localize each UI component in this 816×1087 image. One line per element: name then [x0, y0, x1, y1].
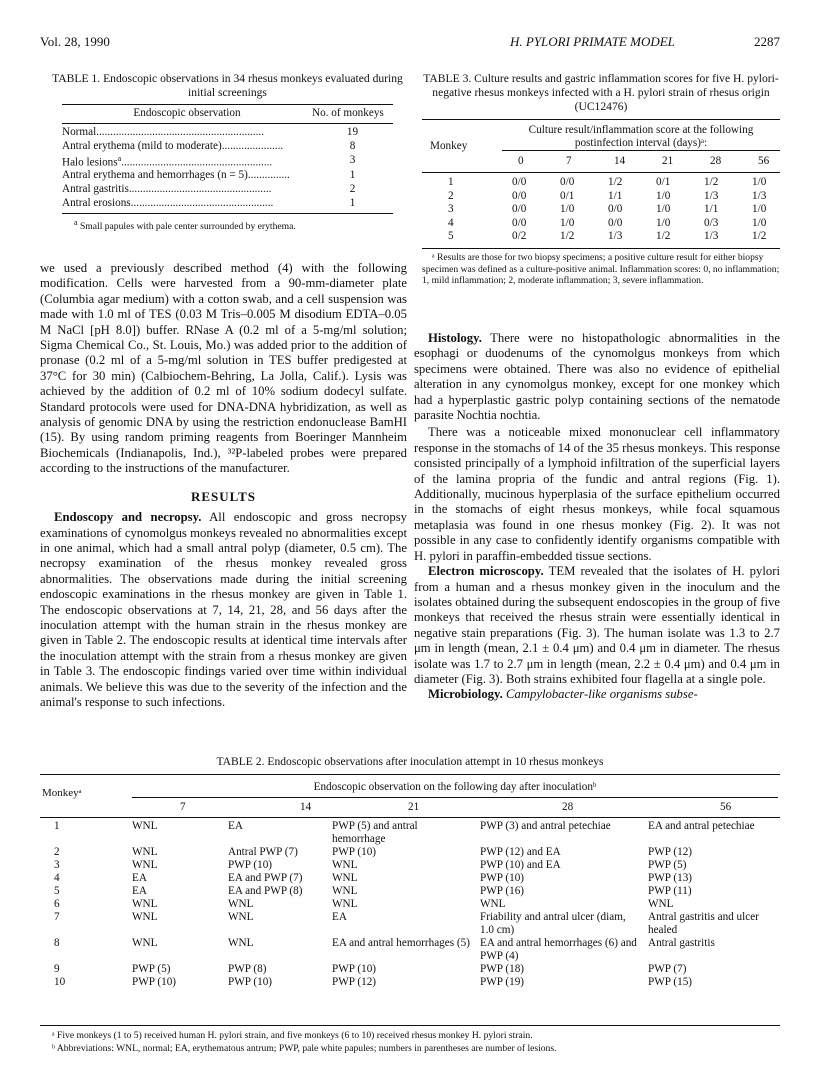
- table2-monkey-header: Monkeyᵃ: [42, 787, 82, 799]
- volume-label: Vol. 28, 1990: [40, 34, 110, 49]
- table1-row-value: 3: [349, 154, 356, 166]
- table3-cell: 0/3: [704, 216, 719, 229]
- table2-monkey-cell: 10: [54, 976, 66, 988]
- table2-cell: PWP (18): [480, 963, 525, 975]
- table2-day-header: 14: [300, 801, 312, 813]
- table2-cell: PWP (10): [132, 976, 177, 988]
- table2-cell: EA and antral hemorrhages (6) and PWP (4): [480, 937, 637, 962]
- table3-cell: 1/0: [656, 216, 671, 229]
- table2-cell: EA: [132, 885, 147, 897]
- table3-cell: 1/0: [560, 203, 575, 215]
- running-header: [40, 34, 780, 50]
- table1-row-label: Antral erosions...................................................: [62, 196, 274, 209]
- table3-cell: 0/0: [512, 216, 527, 229]
- table3-cell: 1/0: [656, 203, 671, 215]
- table1-row: [62, 140, 393, 154]
- table2-cell: EA and PWP (7): [228, 872, 303, 884]
- table3-cell: 0/1: [656, 176, 671, 188]
- table1-row-label: Antral gastritis...................................................: [62, 182, 272, 195]
- table1-row-label: Normal............................................................: [62, 126, 264, 138]
- table1-row-value: 8: [349, 140, 356, 152]
- table3-day-header: 0: [518, 155, 524, 167]
- table2-monkey-cell: 1: [54, 820, 60, 832]
- table3-footnote: ᵃ Results are those for two biopsy specimens; a positive culture result for either biopsy specimen was defined as a culture-positive animal. Inflammation scores: 0, no inflammation; 1, mild inflammation; 2, moderate inflammation; 3, severe inflammation.: [422, 252, 780, 286]
- table3-cell: 1/2: [560, 230, 575, 242]
- table1-footnote: $^a$ Small papules with pale center surrounded by erythema.: [74, 217, 296, 232]
- table2-cell: Antral gastritis and ulcer healed: [648, 911, 759, 936]
- table2-cell: PWP (15): [648, 976, 693, 988]
- table3-cell: 1/0: [560, 216, 575, 229]
- table2-caption: TABLE 2. Endoscopic observations after inoculation attempt in 10 rhesus monkeys: [216, 755, 604, 768]
- table1-caption: TABLE 1. Endoscopic observations in 34 rhesus monkeys evaluated during initial screenings: [52, 72, 403, 99]
- table1-row: [62, 126, 393, 140]
- table1-row: [62, 154, 393, 169]
- table2-monkey-cell: 5: [54, 885, 60, 897]
- table1-body: [62, 126, 393, 211]
- table2-footnote-a: ᵃ Five monkeys (1 to 5) received human H. pylori strain, and five monkeys (6 to 10) received rhesus monkey H. pylori strain.: [52, 1030, 533, 1041]
- table2-cell: PWP (8): [228, 963, 267, 975]
- table3-cell: 1/2: [656, 230, 671, 242]
- right-column-text: [414, 331, 780, 703]
- table2-cell: PWP (3) and antral petechiae: [480, 820, 611, 832]
- table2-cell: PWP (16): [480, 885, 525, 897]
- table2-cell: EA and antral hemorrhages (5): [332, 937, 470, 949]
- table1-row-label: Antral erythema and hemorrhages (n = 5)...............: [62, 168, 290, 181]
- table3-monkey-header: Monkey: [430, 140, 468, 152]
- results-heading: RESULTS: [190, 488, 257, 504]
- table2-cell: PWP (19): [480, 976, 525, 988]
- table1-row-value: 2: [349, 182, 356, 195]
- histology-paragraph-2: There was a noticeable mixed mononuclear cell inflammatory response in the stomachs of 14 of the 35 rhesus monkeys. This response consisted principally of a lymphoid infiltration of the superficial layers of the lamina propria of the fundic and antral regions (Fig. 1). Additionally, mucinous hyperplasia of the surface epithelium occurred in the stomachs of eight rhesus monkeys, while focal squamous metaplasia was found in one rhesus monkey (Fig. 2). It was not possible in any case to confidently identify organisms compatible with H. pylori in paraffin-embedded tissue sections.: [414, 425, 780, 563]
- table2-cell: PWP (5): [132, 963, 171, 975]
- table2-cell: WNL: [332, 885, 358, 897]
- table3-header: [422, 120, 780, 172]
- table3-cell: 1/3: [608, 230, 623, 242]
- table3-cell: 1/0: [656, 189, 671, 202]
- table1-grid: [62, 107, 393, 123]
- methods-paragraph: we used a previously described method (4) with the following modification. Cells were harvested from a 90-mm-diameter plate (Columbia agar medium) with a cotton swab, and a cell suspension was made with 1.0 ml of TES (0.03 M Tris–0.005 M disodium EDTA–0.05 M NaCl [pH 8.0]) buffer. RNase A (0.2 ml of a 5-mg/ml solution; Sigma Chemical Co., St. Louis, Mo.) was added prior to the addition of pronase (0.2 ml of a 5-mg/ml solution in TES buffer predigested at 37°C for 30 min) (Calbiochem-Behring, La Jolla, Calif.). Lysis was achieved by the addition of 0.2 ml of 10% sodium dodecyl sulfate. Standard protocols were used for DNA-DNA hybridization, as well as analysis of genomic DNA by using the restriction endonuclease BamHI (15). By using random priming reagents from Boeringer Mannheim Biochemicals (Indianapolis, Ind.), ³²P-labeled probes were prepared according to the instructions of the manufacturer.: [40, 261, 407, 476]
- table2-monkey-cell: 8: [54, 937, 60, 949]
- table3-cell: 1/0: [752, 216, 767, 229]
- table2-day-header: 56: [720, 801, 732, 813]
- table3-cell: 1/2: [704, 176, 719, 188]
- table2-cell: PWP (10): [228, 976, 273, 988]
- table2-day-header: 28: [562, 801, 574, 813]
- table2-monkey-cell: 9: [54, 963, 60, 975]
- microbiology-paragraph: Microbiology. Campylobacter-like organisms subse-: [428, 687, 698, 702]
- table2-cell: PWP (5): [648, 859, 687, 871]
- table3-monkey-cell: 3: [448, 203, 454, 215]
- table3-cell: 0/1: [560, 189, 575, 202]
- table2-span-header: Endoscopic observation on the following day after inoculationᵇ: [313, 781, 597, 793]
- table3-cell: 1/0: [752, 176, 767, 188]
- table1-row: [62, 169, 393, 183]
- table3-span-header: Culture result/inflammation score at the following postinfection interval (days)ᵃ:: [528, 124, 754, 149]
- table2-cell: WNL: [332, 872, 358, 884]
- table3-cell: 0/2: [512, 230, 527, 242]
- table2-cell: WNL: [332, 898, 358, 910]
- left-column-text: [40, 261, 407, 710]
- table2-cell: WNL: [132, 937, 158, 949]
- table3-cell: 0/0: [560, 176, 575, 188]
- table2-cell: EA and antral petechiae: [648, 820, 755, 832]
- table3-cell: 0/0: [512, 176, 527, 188]
- table2-cell: PWP (12) and EA: [480, 846, 561, 858]
- table2-cell: EA and PWP (8): [228, 885, 303, 897]
- table2-monkey-cell: 4: [54, 872, 60, 884]
- table1-col-observation: Endoscopic observation: [133, 107, 241, 119]
- table2-cell: EA: [228, 820, 243, 832]
- table2-monkey-cell: 3: [54, 859, 60, 871]
- table2-cell: WNL: [132, 911, 158, 923]
- table2-cell: WNL: [132, 859, 158, 871]
- table3-caption: TABLE 3. Culture results and gastric inflammation scores for five H. pylori-negative rhesus monkeys infected with a H. pylori strain of rhesus origin (UC12476): [423, 72, 779, 113]
- page-number: 2287: [754, 34, 780, 49]
- table2-cell: PWP (10): [480, 872, 525, 884]
- table2-cell: WNL: [480, 898, 506, 910]
- table2-cell: PWP (5) and antral hemorrhage: [332, 820, 418, 845]
- table1-row-value: 19: [346, 126, 359, 138]
- table3-cell: 0/0: [608, 203, 623, 215]
- table3-cell: 1/2: [752, 230, 767, 242]
- table2-footnote-b: ᵇ Abbreviations: WNL, normal; EA, erythematous antrum; PWP, pale white papules; numbers in parentheses are number of lesions.: [52, 1042, 557, 1054]
- table2-cell: PWP (12): [332, 976, 377, 988]
- table2-cell: Antral gastritis: [648, 937, 715, 949]
- table2-cell: WNL: [648, 898, 674, 910]
- table3-cell: 0/0: [608, 216, 623, 229]
- table2-cell: WNL: [132, 898, 158, 910]
- table2-cell: Friability and antral ulcer (diam, 1.0 cm): [480, 911, 626, 936]
- table1-row-value: 1: [349, 168, 356, 181]
- table2-cell: PWP (10): [332, 846, 377, 858]
- table2-day-header: 21: [408, 801, 420, 813]
- table2-monkey-cell: 6: [54, 898, 60, 910]
- table3-day-header: 28: [710, 155, 722, 167]
- table2: [40, 755, 780, 1054]
- table2-cell: PWP (10) and EA: [480, 859, 561, 871]
- table3-cell: 1/3: [704, 230, 719, 242]
- table3-day-header: 7: [566, 155, 572, 167]
- table3-cell: 0/0: [512, 189, 527, 202]
- table2-cell: PWP (12): [648, 846, 693, 858]
- table3-cell: 1/3: [752, 189, 767, 202]
- table2-cell: WNL: [228, 911, 254, 923]
- table3-monkey-cell: 4: [448, 216, 454, 229]
- table1-row-label: Antral erythema (mild to moderate)......................: [62, 140, 284, 152]
- table3-cell: 1/3: [704, 189, 719, 202]
- table2-day-header: 7: [180, 801, 186, 813]
- table3-monkey-cell: 1: [448, 176, 454, 188]
- table2-cell: PWP (10): [228, 859, 273, 871]
- table3-day-header: 21: [662, 155, 674, 167]
- table2-cell: PWP (10): [332, 963, 377, 975]
- em-paragraph: Electron microscopy. TEM revealed that the isolates of H. pylori from a human and a rhesus monkey given in the inoculum and the isolates obtained during the subsequent endoscopies in the group of five monkeys that received the rhesus strain were essentially identical in negative stain preparations (Fig. 3). The human isolate was 1.3 to 2.7 μm in length (mean, 2.1 ± 0.4 μm) and 0.4 μm in diameter. The rhesus isolate was 1.7 to 2.7 μm in length (mean, 2.2 ± 0.4 μm) and 0.4 μm in diameter (Fig. 3). Both strains exhibited four flagella at a single pole.: [414, 564, 780, 686]
- table2-cell: WNL: [228, 898, 254, 910]
- table2-cell: Antral PWP (7): [228, 846, 298, 858]
- table3-cell: 1/1: [608, 189, 623, 202]
- table3-day-header: 14: [614, 155, 626, 167]
- table2-cell: PWP (11): [648, 885, 692, 897]
- table1-row: [62, 183, 393, 197]
- table2-cell: WNL: [228, 937, 254, 949]
- table3: [422, 72, 780, 287]
- table2-cell: WNL: [132, 846, 158, 858]
- table2-cell: EA: [332, 911, 347, 923]
- histology-paragraph: Histology. There were no histopathologic abnormalities in the esophagi or duodenums of the cynomolgus monkeys from which specimens were obtained. There was also no evidence of epithelial alteration in any cynomolgus monkey, except for one monkey which had a hyperplastic gastric polyp containing sections of the nematode parasite Nochtia nochtia.: [414, 331, 781, 423]
- table3-cell: 0/0: [512, 203, 527, 215]
- table2-cell: PWP (7): [648, 963, 687, 975]
- table2-cell: WNL: [132, 820, 158, 832]
- table2-monkey-cell: 2: [54, 846, 60, 858]
- table2-header: [40, 775, 780, 817]
- table1-row: [62, 197, 393, 211]
- table1-row-value: 1: [349, 196, 356, 209]
- running-title: H. PYLORI PRIMATE MODEL: [510, 34, 675, 49]
- table2-cell: PWP (13): [648, 872, 693, 884]
- table2-cell: WNL: [332, 859, 358, 871]
- table2-body: [40, 820, 780, 1025]
- table1-row-label: Halo lesions$^a$......................................................: [62, 154, 273, 169]
- table3-day-header: 56: [758, 155, 770, 167]
- table3-cell: 1/2: [608, 176, 623, 188]
- table3-body: [422, 176, 780, 248]
- table1-col-count: No. of monkeys: [312, 107, 384, 119]
- table1: [40, 72, 415, 232]
- table3-cell: 1/1: [704, 203, 719, 215]
- table2-cell: EA: [132, 872, 147, 884]
- table3-cell: 1/0: [752, 203, 767, 215]
- table2-monkey-cell: 7: [54, 911, 60, 923]
- endoscopy-paragraph: Endoscopy and necropsy. All endoscopic and gross necropsy examinations of cynomolgus monkeys revealed no abnormalities except in one animal, which had a small antral polyp (diameter, 0.5 cm). The necropsy examination of the rhesus monkey revealed gross abnormalities. The observations made during the initial screening endoscopic examinations in the rhesus monkey are given in Table 1. The endoscopic observations at 7, 14, 21, 28, and 56 days after the inoculation attempt with the human strain in the rhesus monkey are given in Table 2. The endoscopic results at identical time intervals after the inoculation attempt with the strain from a rhesus monkey are given in Table 3. The endoscopic findings varied over time within individual animals. We believe this was due to the severity of the infection and the animal's response to such infections.: [40, 510, 407, 709]
- table3-monkey-cell: 2: [448, 189, 454, 202]
- table3-monkey-cell: 5: [448, 230, 454, 242]
